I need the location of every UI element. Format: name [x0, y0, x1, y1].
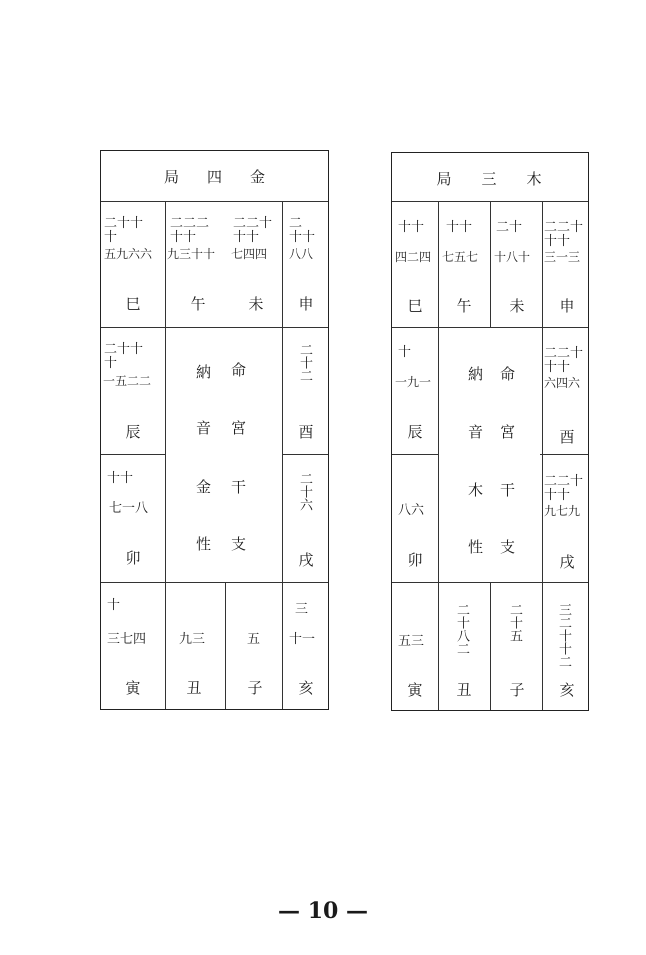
page-number: — 10 —	[278, 898, 368, 924]
divider	[225, 582, 226, 709]
branch-xu: 戌	[559, 553, 575, 571]
number-group: 二二二	[170, 216, 210, 231]
branch-zi: 子	[247, 679, 263, 697]
number-group: 八六	[398, 503, 425, 518]
number-group: 二十十	[104, 342, 144, 357]
divider	[392, 454, 438, 455]
number-group: 二二十	[544, 474, 584, 489]
number-group: 十	[398, 345, 412, 360]
number-group: 十十	[170, 230, 197, 245]
number-group: 十十	[544, 488, 571, 503]
branch-si: 巳	[125, 295, 141, 313]
branch-you: 酉	[559, 428, 575, 446]
number-group: 十十	[233, 230, 260, 245]
chart-title	[392, 153, 588, 203]
divider	[542, 201, 543, 710]
number-group: 五三	[398, 634, 425, 649]
title-char: 木	[526, 169, 572, 188]
branch-chou: 丑	[186, 679, 202, 697]
number-group: 九七九	[544, 504, 581, 518]
divider	[540, 327, 588, 328]
branch-wu: 午	[456, 297, 472, 315]
center-char: 金	[196, 478, 212, 496]
title-char: 局	[163, 167, 207, 186]
number-group: 二十十	[104, 216, 144, 231]
number-group: 二	[289, 216, 303, 231]
center-char: 宮	[500, 423, 516, 441]
branch-chen: 辰	[407, 423, 423, 441]
jin-si-ju-chart	[100, 150, 329, 710]
number-group: 五九六六	[104, 247, 153, 261]
number-group: 二十八二	[454, 603, 469, 655]
divider	[101, 327, 328, 328]
number-group: 九三	[179, 632, 206, 647]
divider	[101, 201, 328, 202]
divider	[490, 201, 491, 327]
center-char: 命	[500, 365, 516, 383]
number-group: 三七四	[107, 632, 147, 647]
number-group: 六四六	[544, 376, 581, 390]
branch-si: 巳	[407, 297, 423, 315]
number-group: 二二十	[544, 346, 584, 361]
divider	[540, 454, 588, 455]
center-char: 納	[196, 363, 212, 381]
number-group: 十十	[398, 220, 425, 235]
branch-xu: 戌	[298, 551, 314, 569]
branch-hai: 亥	[298, 679, 314, 697]
center-char: 支	[231, 535, 247, 553]
number-group: 十十	[107, 471, 134, 486]
branch-yin: 寅	[125, 679, 141, 697]
branch-you: 酉	[298, 423, 314, 441]
title-char: 三	[481, 169, 527, 188]
divider	[438, 327, 542, 328]
branch-shen: 申	[298, 295, 314, 313]
number-group: 八八	[289, 247, 314, 261]
number-group: 二二十	[544, 220, 584, 235]
divider	[438, 201, 439, 710]
chart-title	[101, 151, 328, 201]
title-char: 局	[436, 169, 482, 188]
number-group: 三一三	[544, 250, 581, 264]
divider	[282, 454, 328, 455]
number-group: 十一	[289, 632, 316, 647]
number-group: 二十二	[297, 343, 312, 382]
number-group: 二十六	[297, 472, 312, 511]
number-group: 十	[104, 356, 118, 371]
divider	[101, 582, 328, 583]
center-char: 音	[468, 423, 484, 441]
number-group: 七五七	[442, 250, 479, 264]
number-group: 二十五	[507, 603, 522, 642]
divider	[101, 454, 165, 455]
number-group: 二二十	[233, 216, 273, 231]
branch-chen: 辰	[125, 423, 141, 441]
number-group: 十	[107, 598, 121, 613]
number-group: 三二十十二	[556, 603, 571, 668]
center-char: 納	[468, 365, 484, 383]
title-char: 四	[206, 167, 250, 186]
divider	[392, 327, 438, 328]
number-group: 九三十十	[167, 247, 216, 261]
center-char: 宮	[231, 419, 247, 437]
divider	[165, 201, 166, 709]
center-char: 干	[500, 481, 516, 499]
number-group: 三	[295, 602, 309, 617]
number-group: 一五二二	[103, 374, 152, 388]
divider	[490, 582, 491, 710]
number-group: 四二四	[395, 250, 432, 264]
number-group: 一九一	[395, 375, 432, 389]
branch-zi: 子	[509, 681, 525, 699]
number-group: 七四四	[231, 247, 268, 261]
branch-hai: 亥	[559, 681, 575, 699]
mu-san-ju-chart	[391, 152, 589, 711]
branch-mao: 卯	[407, 551, 423, 569]
divider	[282, 201, 283, 709]
center-char: 支	[500, 538, 516, 556]
number-group: 五	[247, 632, 261, 647]
branch-shen: 申	[559, 297, 575, 315]
branch-yin: 寅	[407, 681, 423, 699]
branch-chou: 丑	[456, 681, 472, 699]
branch-wu: 午	[190, 295, 206, 313]
center-char: 性	[196, 535, 212, 553]
number-group: 二十	[496, 220, 523, 235]
center-char: 命	[231, 361, 247, 379]
center-char: 干	[231, 478, 247, 496]
number-group: 十十	[544, 234, 571, 249]
number-group: 十八十	[494, 250, 531, 264]
branch-wei: 未	[509, 297, 525, 315]
center-char: 音	[196, 419, 212, 437]
title-char: 金	[250, 167, 294, 186]
number-group: 十	[104, 230, 118, 245]
number-group: 十十	[446, 220, 473, 235]
number-group: 十十	[544, 360, 571, 375]
center-char: 性	[468, 538, 484, 556]
branch-mao: 卯	[125, 549, 141, 567]
center-char: 木	[468, 481, 484, 499]
branch-wei: 未	[248, 295, 264, 313]
number-group: 七一八	[109, 501, 149, 516]
number-group: 十十	[289, 230, 316, 245]
